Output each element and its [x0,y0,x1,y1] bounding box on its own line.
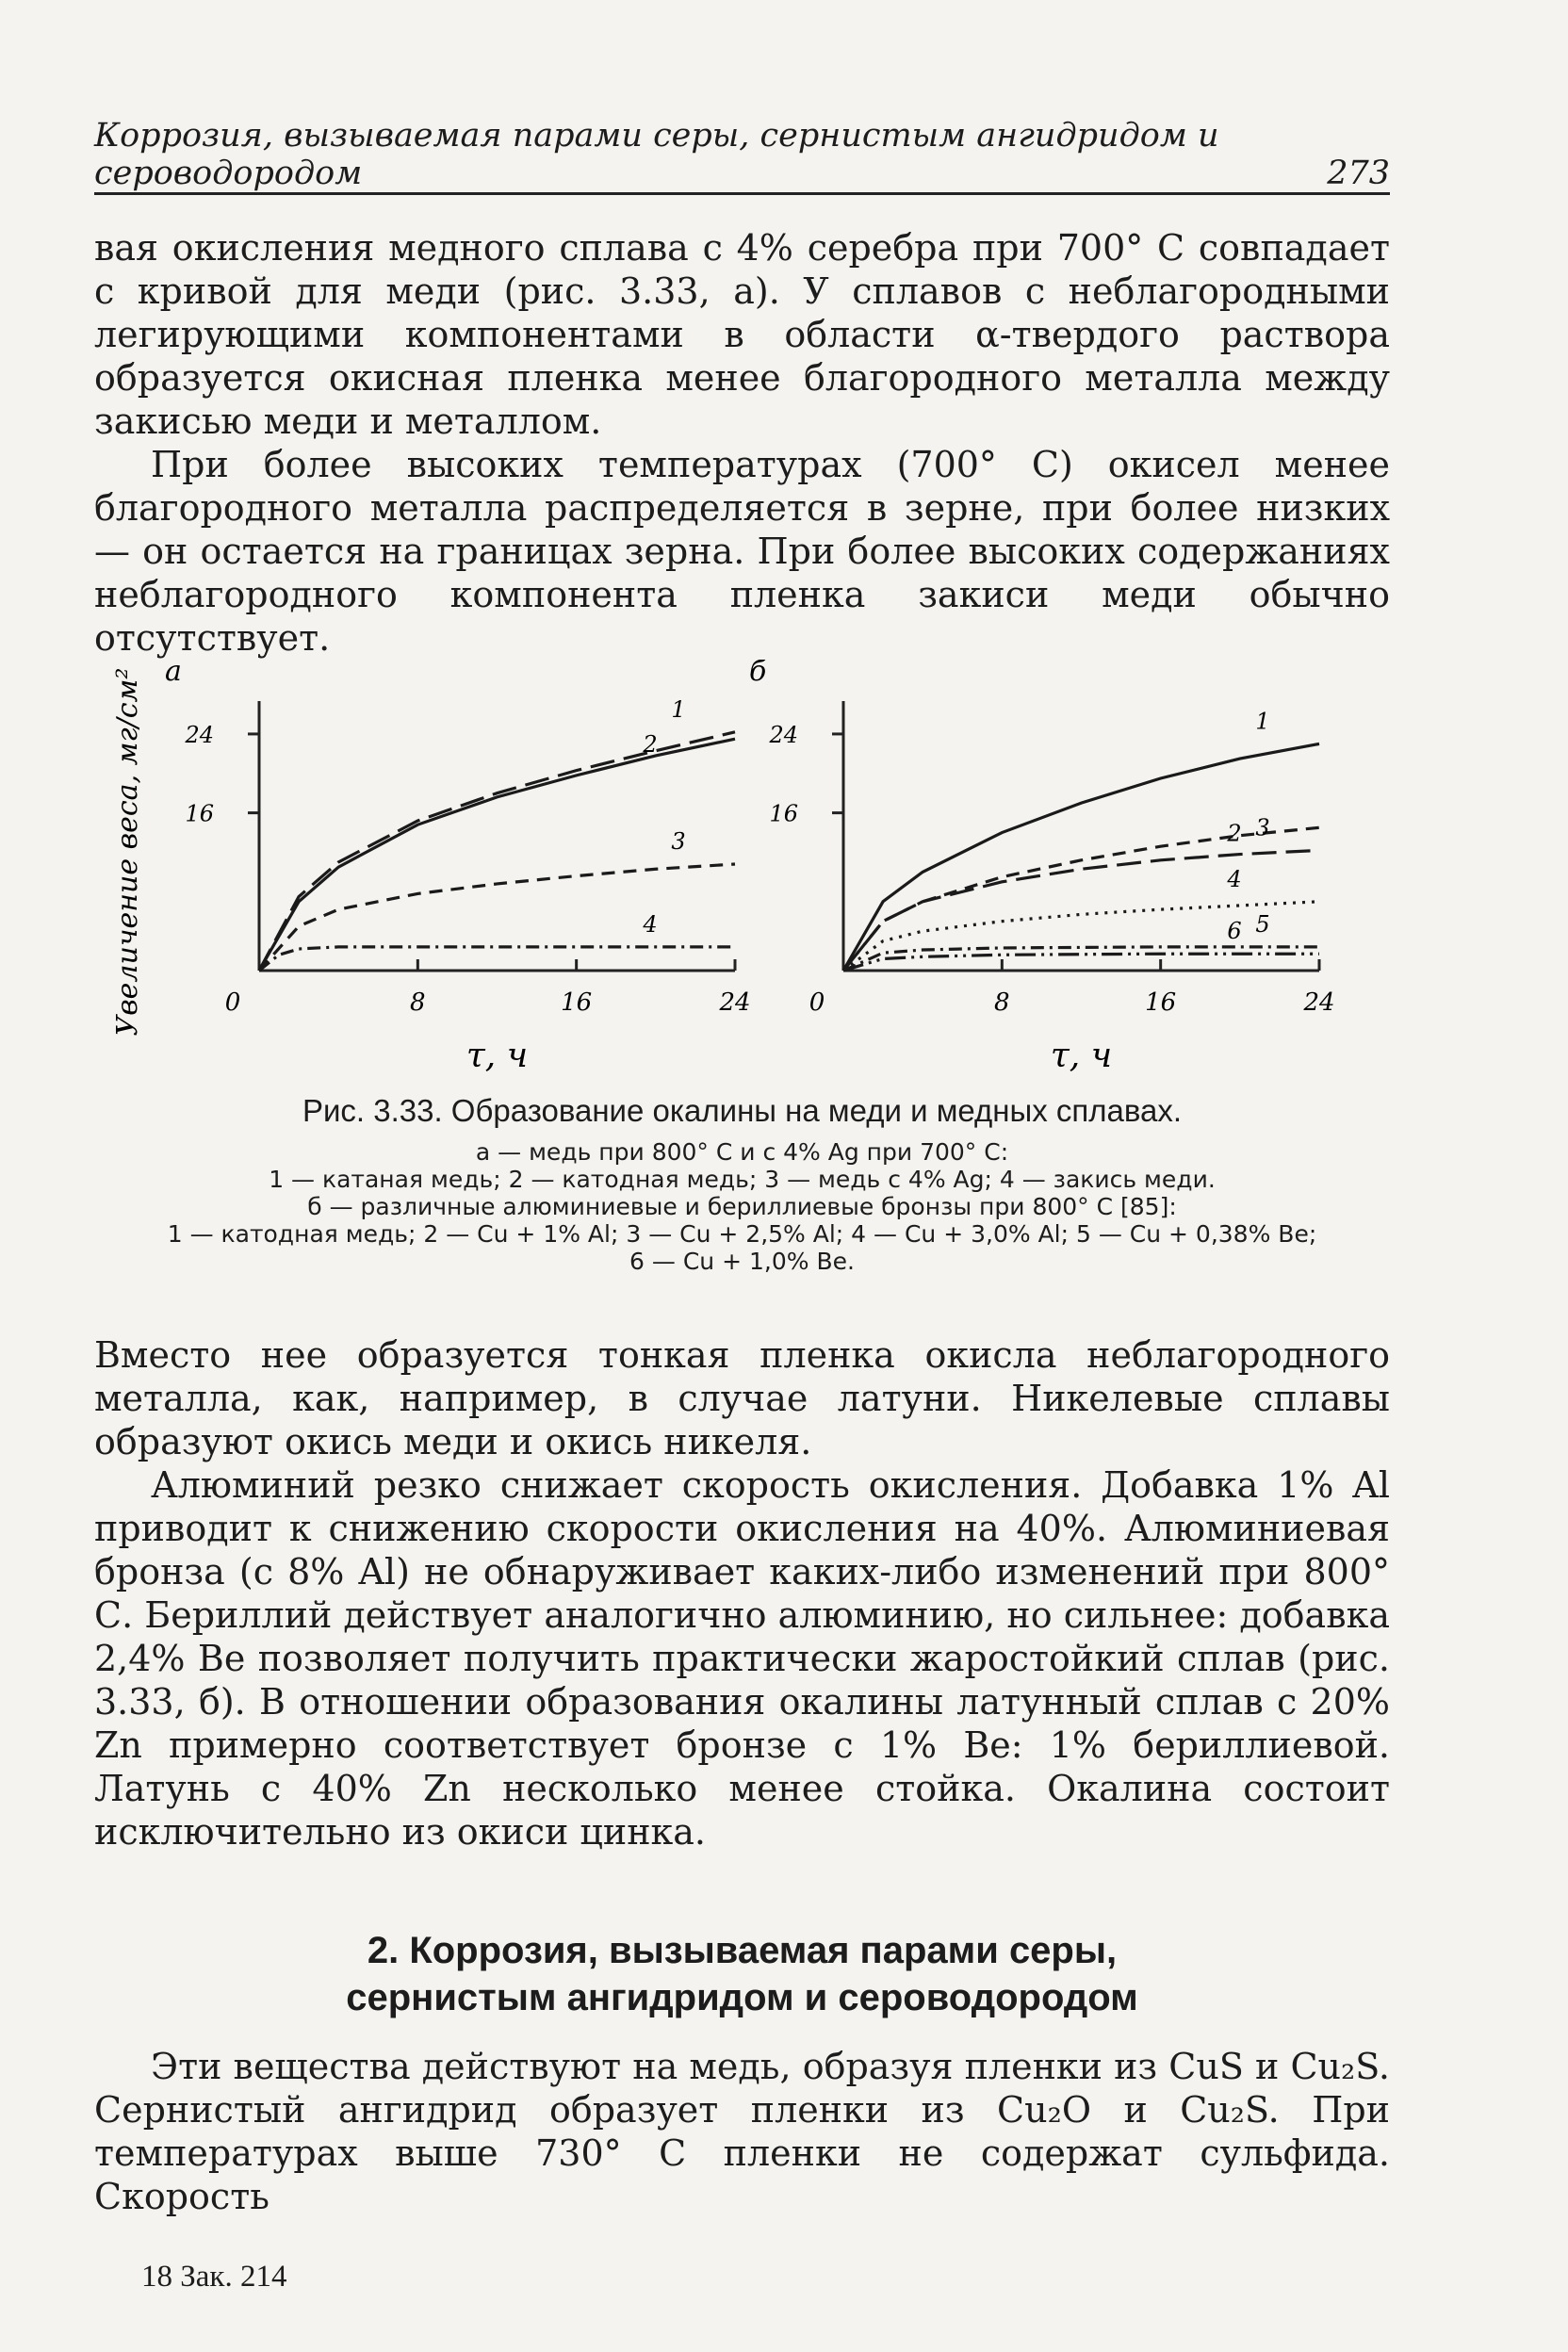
paragraph: Эти вещества действуют на медь, образуя пленки из CuS и Cu₂S. Сернистый ангидрид образует пленки из Cu₂O и Cu₂S. При температурах выше 730° С пленки не содержат сульфида. Скорость [94,2046,1390,2217]
page-number: 273 [1327,155,1390,192]
series-line-1 [259,732,735,971]
caption-note: б — различные алюминиевые и бериллиевые бронзы при 800° С [85]: [307,1193,1177,1220]
series-label: 2 [643,731,658,759]
series-label: 6 [1227,918,1242,945]
caption-note: 1 — катаная медь; 2 — катодная медь; 3 — медь с 4% Ag; 4 — закись меди. [269,1166,1216,1193]
series-label: 4 [643,910,658,938]
y-axis-label: Увеличение веса, мг/см² [111,667,144,1037]
paragraph: Вместо нее образуется тонкая пленка окисла неблагородного металла, как, например, в случае латуни. Никелевые сплавы образуют окись меди и окись никеля. [94,1334,1390,1462]
x-axis-label: τ, ч [466,1037,529,1075]
running-header [94,117,1390,195]
paragraph: Алюминий резко снижает скорость окисления. Добавка 1% Al приводит к снижению скорости окисления на 40%. Алюминиевая бронза (с 8% Al) не обнаруживает каких-либо изменений при 800° С. Бериллий действует аналогично алюминию, но сильнее: добавка 2,4% Be позволяет получить практически жаростойкий сплав (рис. 3.33, б). В отношении образования окалины латунный сплав с 20% Zn примерно соответствует бронзе с 1% Be: 1% бериллиевой. Латунь с 40% Zn несколько менее стойка. Окалина состоит исключительно из окиси цинка. [94,1464,1390,1853]
caption-note: 6 — Cu + 1,0% Be. [629,1248,855,1275]
series-label: 1 [1255,708,1270,735]
y-tick-label: 16 [769,800,798,827]
text-block-bottom [94,2045,1390,2218]
series-label: 5 [1255,910,1270,938]
text-block-mid [94,1333,1390,1854]
series-label: 1 [671,695,686,723]
series-line-3 [259,864,735,971]
series-line-5 [843,947,1319,971]
section-heading-line: сернистым ангидридом и сероводородом [346,1977,1138,2018]
y-tick-label: 24 [185,721,214,748]
y-tick-label: 24 [769,721,798,748]
x-tick-label: 24 [719,988,751,1017]
x-tick-label: 0 [224,988,241,1017]
series-label: 2 [1227,820,1242,847]
series-line-2 [259,739,735,971]
paragraph: вая окисления медного сплава с 4% серебра при 700° С совпадает с кривой для меди (рис. 3.33, а). У сплавов с неблагородными легирующими компонентами в области α-твердого раствора образуется окисная пленка менее благородного металла между закисью меди и металлом. [94,227,1390,442]
caption-note: 1 — катодная медь; 2 — Cu + 1% Al; 3 — Cu + 2,5% Al; 4 — Cu + 3,0% Al; 5 — Cu + 0,38% Be; [167,1220,1317,1248]
paragraph: При более высоких температурах (700° С) окисел менее благородного металла распределяется в зерне, при более низких — он остается на границах зерна. При более высоких содержаниях неблагородного компонента пленка закиси меди обычно отсутствует. [94,444,1390,659]
figure-charts [94,660,1390,1093]
x-axis-label: τ, ч [1050,1037,1113,1075]
panel-label: а [165,660,182,688]
caption-note: а — медь при 800° С и с 4% Ag при 700° С: [475,1138,1009,1166]
series-line-1 [843,743,1319,971]
running-title: Коррозия, вызываемая парами серы, сернистым ангидридом и сероводородом [94,117,1219,192]
figure-caption [94,1093,1390,1275]
series-label: 4 [1227,865,1242,892]
x-tick-label: 16 [1145,988,1177,1017]
series-label: 3 [671,828,686,856]
y-tick-label: 16 [185,800,214,827]
series-line-4 [843,902,1319,971]
x-tick-label: 8 [410,988,426,1017]
x-tick-label: 0 [808,988,825,1017]
figure-3-33 [94,660,1390,1093]
series-label: 3 [1255,814,1270,841]
signature-text: 18 Зак. 214 [141,2260,287,2294]
series-line-4 [259,947,735,971]
series-line-6 [843,954,1319,971]
x-tick-label: 8 [994,988,1010,1017]
x-tick-label: 16 [561,988,593,1017]
section-heading [94,1927,1390,2021]
panel-label: б [749,660,767,688]
x-tick-label: 24 [1303,988,1335,1017]
text-block-top [94,226,1390,660]
printer-signature [141,2257,286,2295]
caption-title: Рис. 3.33. Образование окалины на меди и медных сплавах. [302,1093,1183,1128]
section-heading-line: 2. Коррозия, вызываемая парами серы, [367,1930,1118,1971]
